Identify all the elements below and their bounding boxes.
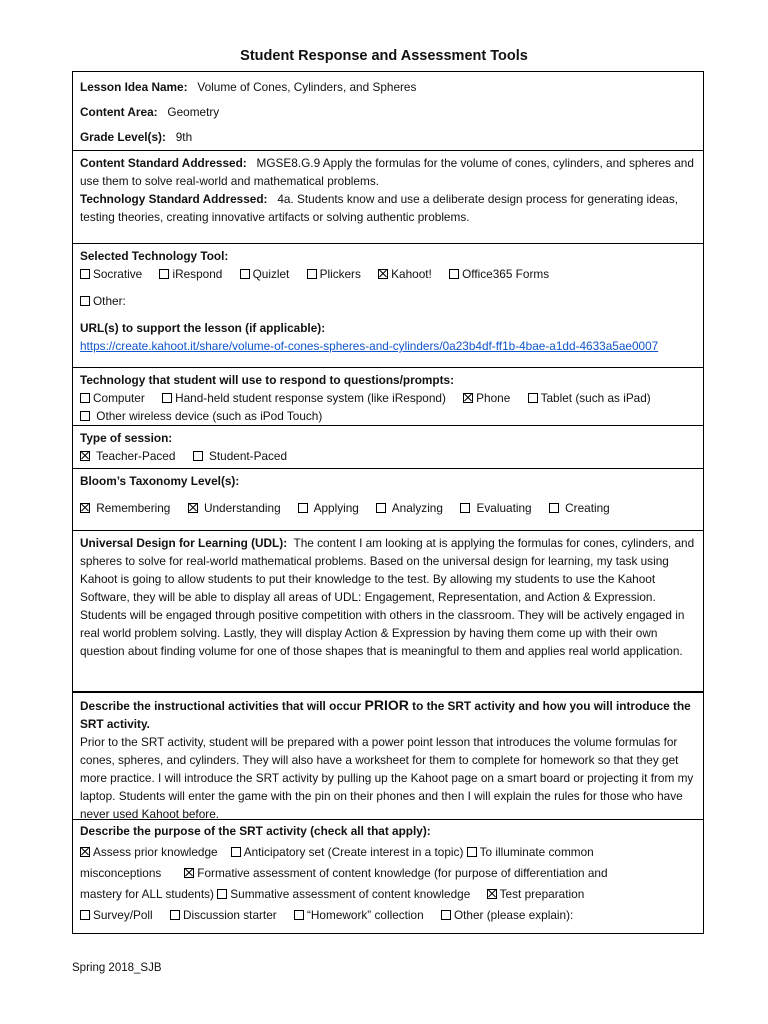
option-applying[interactable]	[298, 499, 359, 517]
option-label: Plickers	[319, 267, 361, 281]
checkbox[interactable]	[460, 503, 470, 513]
option-label: Remembering	[96, 501, 171, 515]
tech-standard-label: Technology Standard Addressed:	[80, 192, 268, 206]
checkbox[interactable]	[467, 847, 477, 857]
tech-tool-options	[80, 265, 696, 283]
option-assess-prior[interactable]	[80, 845, 218, 859]
checkbox[interactable]	[80, 269, 90, 279]
purpose-label: Describe the purpose of the SRT activity (check all that apply):	[80, 824, 431, 838]
option-teacher-paced[interactable]	[80, 447, 175, 465]
purpose-row-3	[80, 884, 696, 905]
checkbox[interactable]	[298, 503, 308, 513]
checkbox[interactable]	[80, 910, 90, 920]
prior-section	[73, 692, 703, 820]
checked-checkbox[interactable]	[80, 503, 90, 513]
option-label: Kahoot!	[391, 267, 432, 281]
option-label: Discussion starter	[182, 908, 277, 922]
option-label: Creating	[565, 501, 610, 515]
option-label: Summative assessment of content knowledge	[230, 887, 471, 901]
content-standard-label: Content Standard Addressed:	[80, 156, 247, 170]
other-label: Other:	[93, 294, 126, 308]
purpose-row-2	[80, 863, 696, 884]
checkbox[interactable]	[80, 393, 90, 403]
prior-emphasis: PRIOR	[364, 697, 409, 713]
tech-standard	[80, 190, 696, 226]
checked-checkbox[interactable]	[188, 503, 198, 513]
option-label: Other (please explain):	[453, 908, 574, 922]
option-handheld[interactable]	[162, 389, 446, 407]
session-label: Type of session:	[80, 431, 173, 445]
option-office365-forms[interactable]	[449, 265, 549, 283]
option-label: Phone	[476, 391, 511, 405]
option-creating[interactable]	[549, 499, 610, 517]
option-student-paced[interactable]	[193, 447, 287, 465]
option-survey-poll[interactable]	[80, 905, 153, 926]
option-other-wireless[interactable]	[80, 407, 696, 425]
tech-tool-other[interactable]	[80, 292, 696, 310]
option-label: Tablet (such as iPad)	[540, 391, 651, 405]
bloom-options	[80, 499, 696, 517]
content-area-label: Content Area:	[80, 105, 158, 119]
option-label: Computer	[93, 391, 145, 405]
checkbox[interactable]	[162, 393, 172, 403]
option-label: Teacher-Paced	[96, 449, 176, 463]
checkbox[interactable]	[240, 269, 250, 279]
session-options	[80, 447, 696, 465]
option-tablet[interactable]	[528, 389, 651, 407]
option-plickers[interactable]	[307, 265, 361, 283]
option-anticipatory-set[interactable]	[231, 845, 464, 859]
checkbox[interactable]	[193, 451, 203, 461]
option-label: Applying	[313, 501, 359, 515]
option-phone[interactable]	[463, 389, 510, 407]
option-label: Socrative	[93, 267, 143, 281]
content-standard	[80, 154, 696, 190]
option-computer[interactable]	[80, 389, 145, 407]
option-label: Student-Paced	[209, 449, 288, 463]
prior-text: Prior to the SRT activity, student will be prepared with a power point lesson that introduces the volume formulas for cones, spheres, and cylinders. They will also have a worksheet for them to complete for homework so that they get more practice. I will introduce the SRT activity by pulling up the Kahoot page on a smart board or projecting it from my laptop. Students will enter the game with the pin on their phones and then I will explain the rules for those who have never used Kahoot before.	[80, 735, 694, 820]
grade-level-label: Grade Level(s):	[80, 130, 166, 144]
option-kahoot[interactable]	[378, 265, 432, 283]
option-label-continued: mastery for ALL students)	[80, 887, 214, 901]
option-misconceptions[interactable]	[467, 845, 594, 859]
option-label-continued: misconceptions	[80, 866, 162, 880]
checkbox[interactable]	[449, 269, 459, 279]
checkbox[interactable]	[159, 269, 169, 279]
checkbox[interactable]	[294, 910, 304, 920]
lesson-name-value: Volume of Cones, Cylinders, and Spheres	[197, 80, 417, 94]
option-label: Test preparation	[499, 887, 585, 901]
option-understanding[interactable]	[188, 499, 281, 517]
bloom-section	[73, 469, 703, 531]
option-evaluating[interactable]	[460, 499, 531, 517]
url-row	[80, 337, 696, 355]
purpose-row-1	[80, 842, 696, 863]
option-label: Office365 Forms	[462, 267, 550, 281]
tech-standard-text: 4a. Students know and use a deliberate design process for generating ideas, testing theories, creating innovative artifacts or solving authentic problems.	[80, 192, 679, 224]
option-label: Evaluating	[476, 501, 532, 515]
kahoot-url-link[interactable]: https://create.kahoot.it/share/volume-of-cones-spheres-and-cylinders/0a23b4df-ff1b-4bae-a1dd-4633a5ae0007	[80, 339, 659, 353]
checked-checkbox[interactable]	[487, 889, 497, 899]
option-label: To illuminate common	[479, 845, 594, 859]
option-irespond[interactable]	[159, 265, 222, 283]
option-label: Anticipatory set (Create interest in a topic)	[243, 845, 464, 859]
option-other[interactable]	[441, 905, 573, 926]
checkbox[interactable]	[528, 393, 538, 403]
checkbox[interactable]	[549, 503, 559, 513]
tech-tool-section	[73, 244, 703, 368]
option-analyzing[interactable]	[376, 499, 443, 517]
grade-level-row	[80, 125, 696, 150]
document-title: Student Response and Assessment Tools	[240, 48, 528, 64]
lesson-name-row	[80, 75, 696, 100]
checkbox[interactable]	[217, 889, 227, 899]
checkbox[interactable]	[307, 269, 317, 279]
checked-checkbox[interactable]	[80, 847, 90, 857]
content-standard-text: MGSE8.G.9 Apply the formulas for the volume of cones, cylinders, and spheres and use them to solve real-world and mathematical problems.	[80, 156, 694, 188]
purpose-row-4	[80, 905, 696, 926]
checked-checkbox[interactable]	[184, 868, 194, 878]
checked-checkbox[interactable]	[463, 393, 473, 403]
udl-label: Universal Design for Learning (UDL):	[80, 536, 288, 550]
option-label: Formative assessment of content knowledge (for purpose of differentiation and	[197, 866, 608, 880]
checkbox[interactable]	[231, 847, 241, 857]
option-quizlet[interactable]	[240, 265, 290, 283]
student-tech-options	[80, 389, 696, 407]
udl-section	[73, 531, 703, 692]
standards-section	[73, 151, 703, 244]
option-remembering[interactable]	[80, 499, 170, 517]
form-table	[72, 71, 704, 934]
option-test-prep[interactable]	[487, 887, 585, 901]
student-tech-label: Technology that student will use to respond to questions/prompts:	[80, 373, 455, 387]
option-label: iRespond	[172, 267, 223, 281]
checked-checkbox[interactable]	[378, 269, 388, 279]
lesson-info-section	[73, 72, 703, 151]
tech-tool-label: Selected Technology Tool:	[80, 249, 229, 263]
option-label: “Homework” collection	[306, 908, 424, 922]
option-label: Analyzing	[391, 501, 443, 515]
session-section	[73, 426, 703, 469]
option-summative[interactable]	[217, 887, 470, 901]
checked-checkbox[interactable]	[80, 451, 90, 461]
purpose-section	[73, 820, 703, 933]
prior-question	[80, 696, 696, 733]
option-label: Quizlet	[252, 267, 290, 281]
option-label: Other wireless device (such as iPod Touch)	[96, 409, 323, 423]
option-socrative[interactable]	[80, 265, 142, 283]
option-homework[interactable]	[294, 905, 424, 926]
bloom-label: Bloom’s Taxonomy Level(s):	[80, 474, 240, 488]
checkbox[interactable]	[80, 411, 90, 421]
prior-question-end: to the SRT activity and how you will introduce the SRT activity.	[80, 699, 691, 731]
lesson-name-label: Lesson Idea Name:	[80, 80, 188, 94]
checkbox[interactable]	[80, 296, 90, 306]
checkbox[interactable]	[170, 910, 180, 920]
content-area-row	[80, 100, 696, 125]
option-discussion-starter[interactable]	[170, 905, 277, 926]
checkbox[interactable]	[441, 910, 451, 920]
footer-text: Spring 2018_SJB	[72, 962, 162, 974]
url-label: URL(s) to support the lesson (if applicable):	[80, 321, 326, 335]
udl-text: The content I am looking at is applying the formulas for cones, cylinders, and spheres to solve for real-world mathematical problems. Based on the universal design for learning, my task using Kahoot is going to allow students to put their knowledge to the test. By allowing my students to use the Kahoot Software, they will be able to display all areas of UDL: Engagement, Representation, and Action & Expression. Students will be engaged through positive competition with others in the classroom. They will be actively engaged in real world problem solving. Lastly, they will display Action & Expression by having them come up with their own question about finding volume for one of those shapes that is meaningful to them and applies real world application.	[80, 536, 695, 658]
option-label: Assess prior knowledge	[93, 845, 218, 859]
checkbox[interactable]	[376, 503, 386, 513]
content-area-value: Geometry	[167, 105, 220, 119]
option-label: Understanding	[203, 501, 281, 515]
prior-question-start: Describe the instructional activities that will occur	[80, 699, 362, 713]
grade-level-value: 9th	[175, 130, 193, 144]
student-tech-section	[73, 368, 703, 426]
option-label: Hand-held student response system (like iRespond)	[175, 391, 446, 405]
option-formative[interactable]	[184, 866, 607, 880]
option-label: Survey/Poll	[93, 908, 153, 922]
